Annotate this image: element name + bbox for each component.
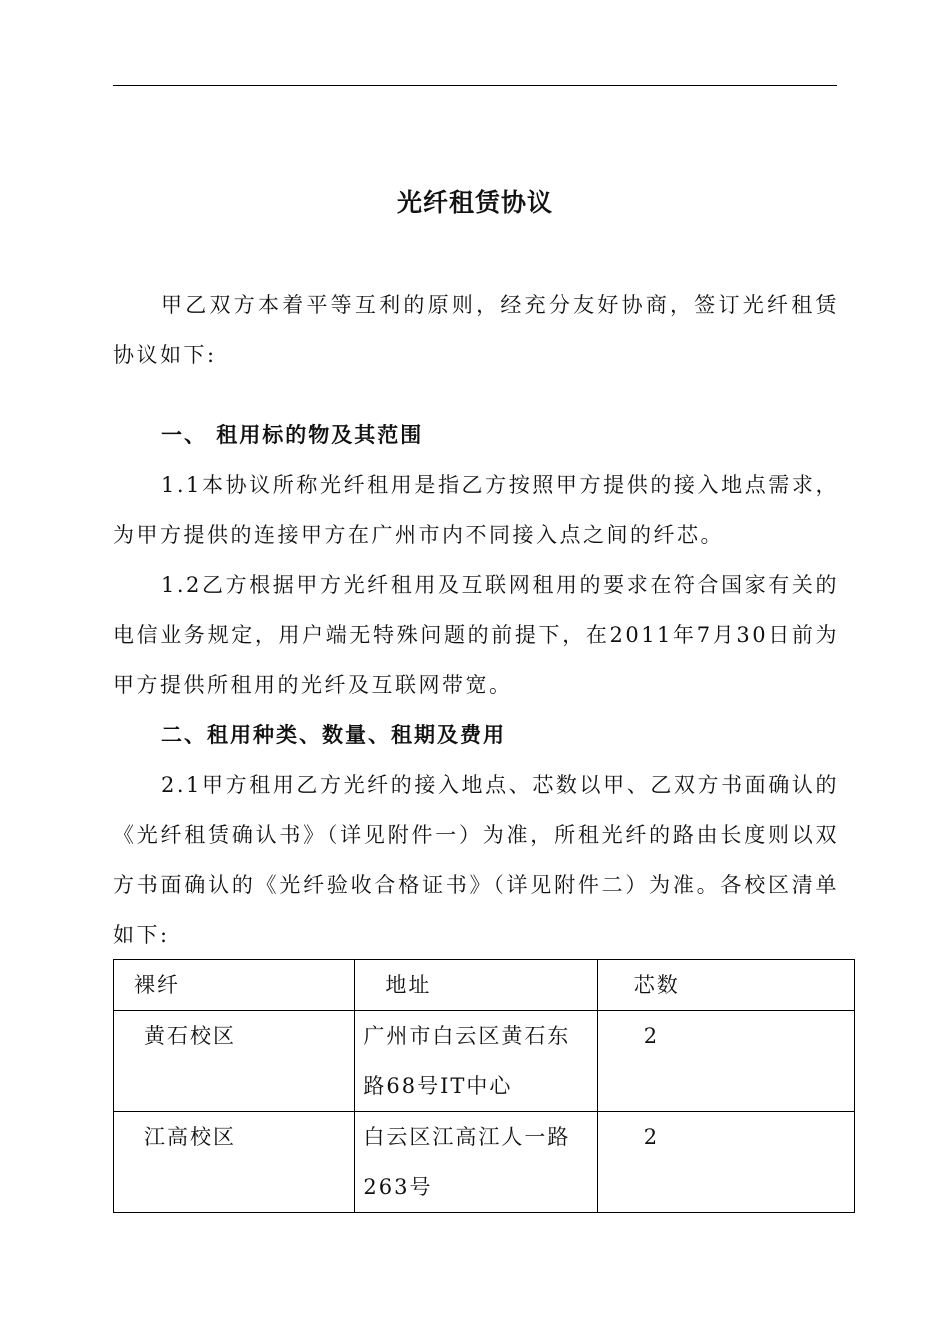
header-address: 地址 [355,960,597,1011]
campus-table [113,959,855,1213]
cell-campus: 江高校区 [114,1112,355,1213]
header-rule [113,85,837,86]
clause-1-1: 1.1本协议所称光纤租用是指乙方按照甲方提供的接入地点需求，为甲方提供的连接甲方在广州市内不同接入点之间的纤芯。 [113,473,839,547]
section-1-heading: 一、 租用标的物及其范围 [161,422,424,447]
header-fiber: 裸纤 [114,960,355,1011]
clause-2-1: 2.1甲方租用乙方光纤的接入地点、芯数以甲、乙双方书面确认的《光纤租赁确认书》（详见附件一）为准，所租光纤的路由长度则以双方书面确认的《光纤验收合格证书》（详见附件二）为准。各校区清单如下: [113,773,839,947]
section-2-heading: 二、租用种类、数量、租期及费用 [161,722,506,747]
cell-cores: 2 [597,1112,854,1213]
cell-campus: 黄石校区 [114,1011,355,1112]
table-row [114,1011,855,1112]
table-row [114,1112,855,1213]
document-body [113,280,839,960]
cell-address: 白云区江高江人一路263号 [355,1112,597,1213]
header-cores: 芯数 [597,960,854,1011]
intro-paragraph: 甲乙双方本着平等互利的原则，经充分友好协商，签订光纤租赁协议如下: [113,293,839,367]
document-title: 光纤租赁协议 [396,188,553,217]
table-header-row [114,960,855,1011]
clause-1-2: 1.2乙方根据甲方光纤租用及互联网租用的要求在符合国家有关的电信业务规定，用户端无特殊问题的前提下，在2011年7月30日前为甲方提供所租用的光纤及互联网带宽。 [113,573,839,697]
cell-cores: 2 [597,1011,854,1112]
cell-address: 广州市白云区黄石东路68号IT中心 [355,1011,597,1112]
